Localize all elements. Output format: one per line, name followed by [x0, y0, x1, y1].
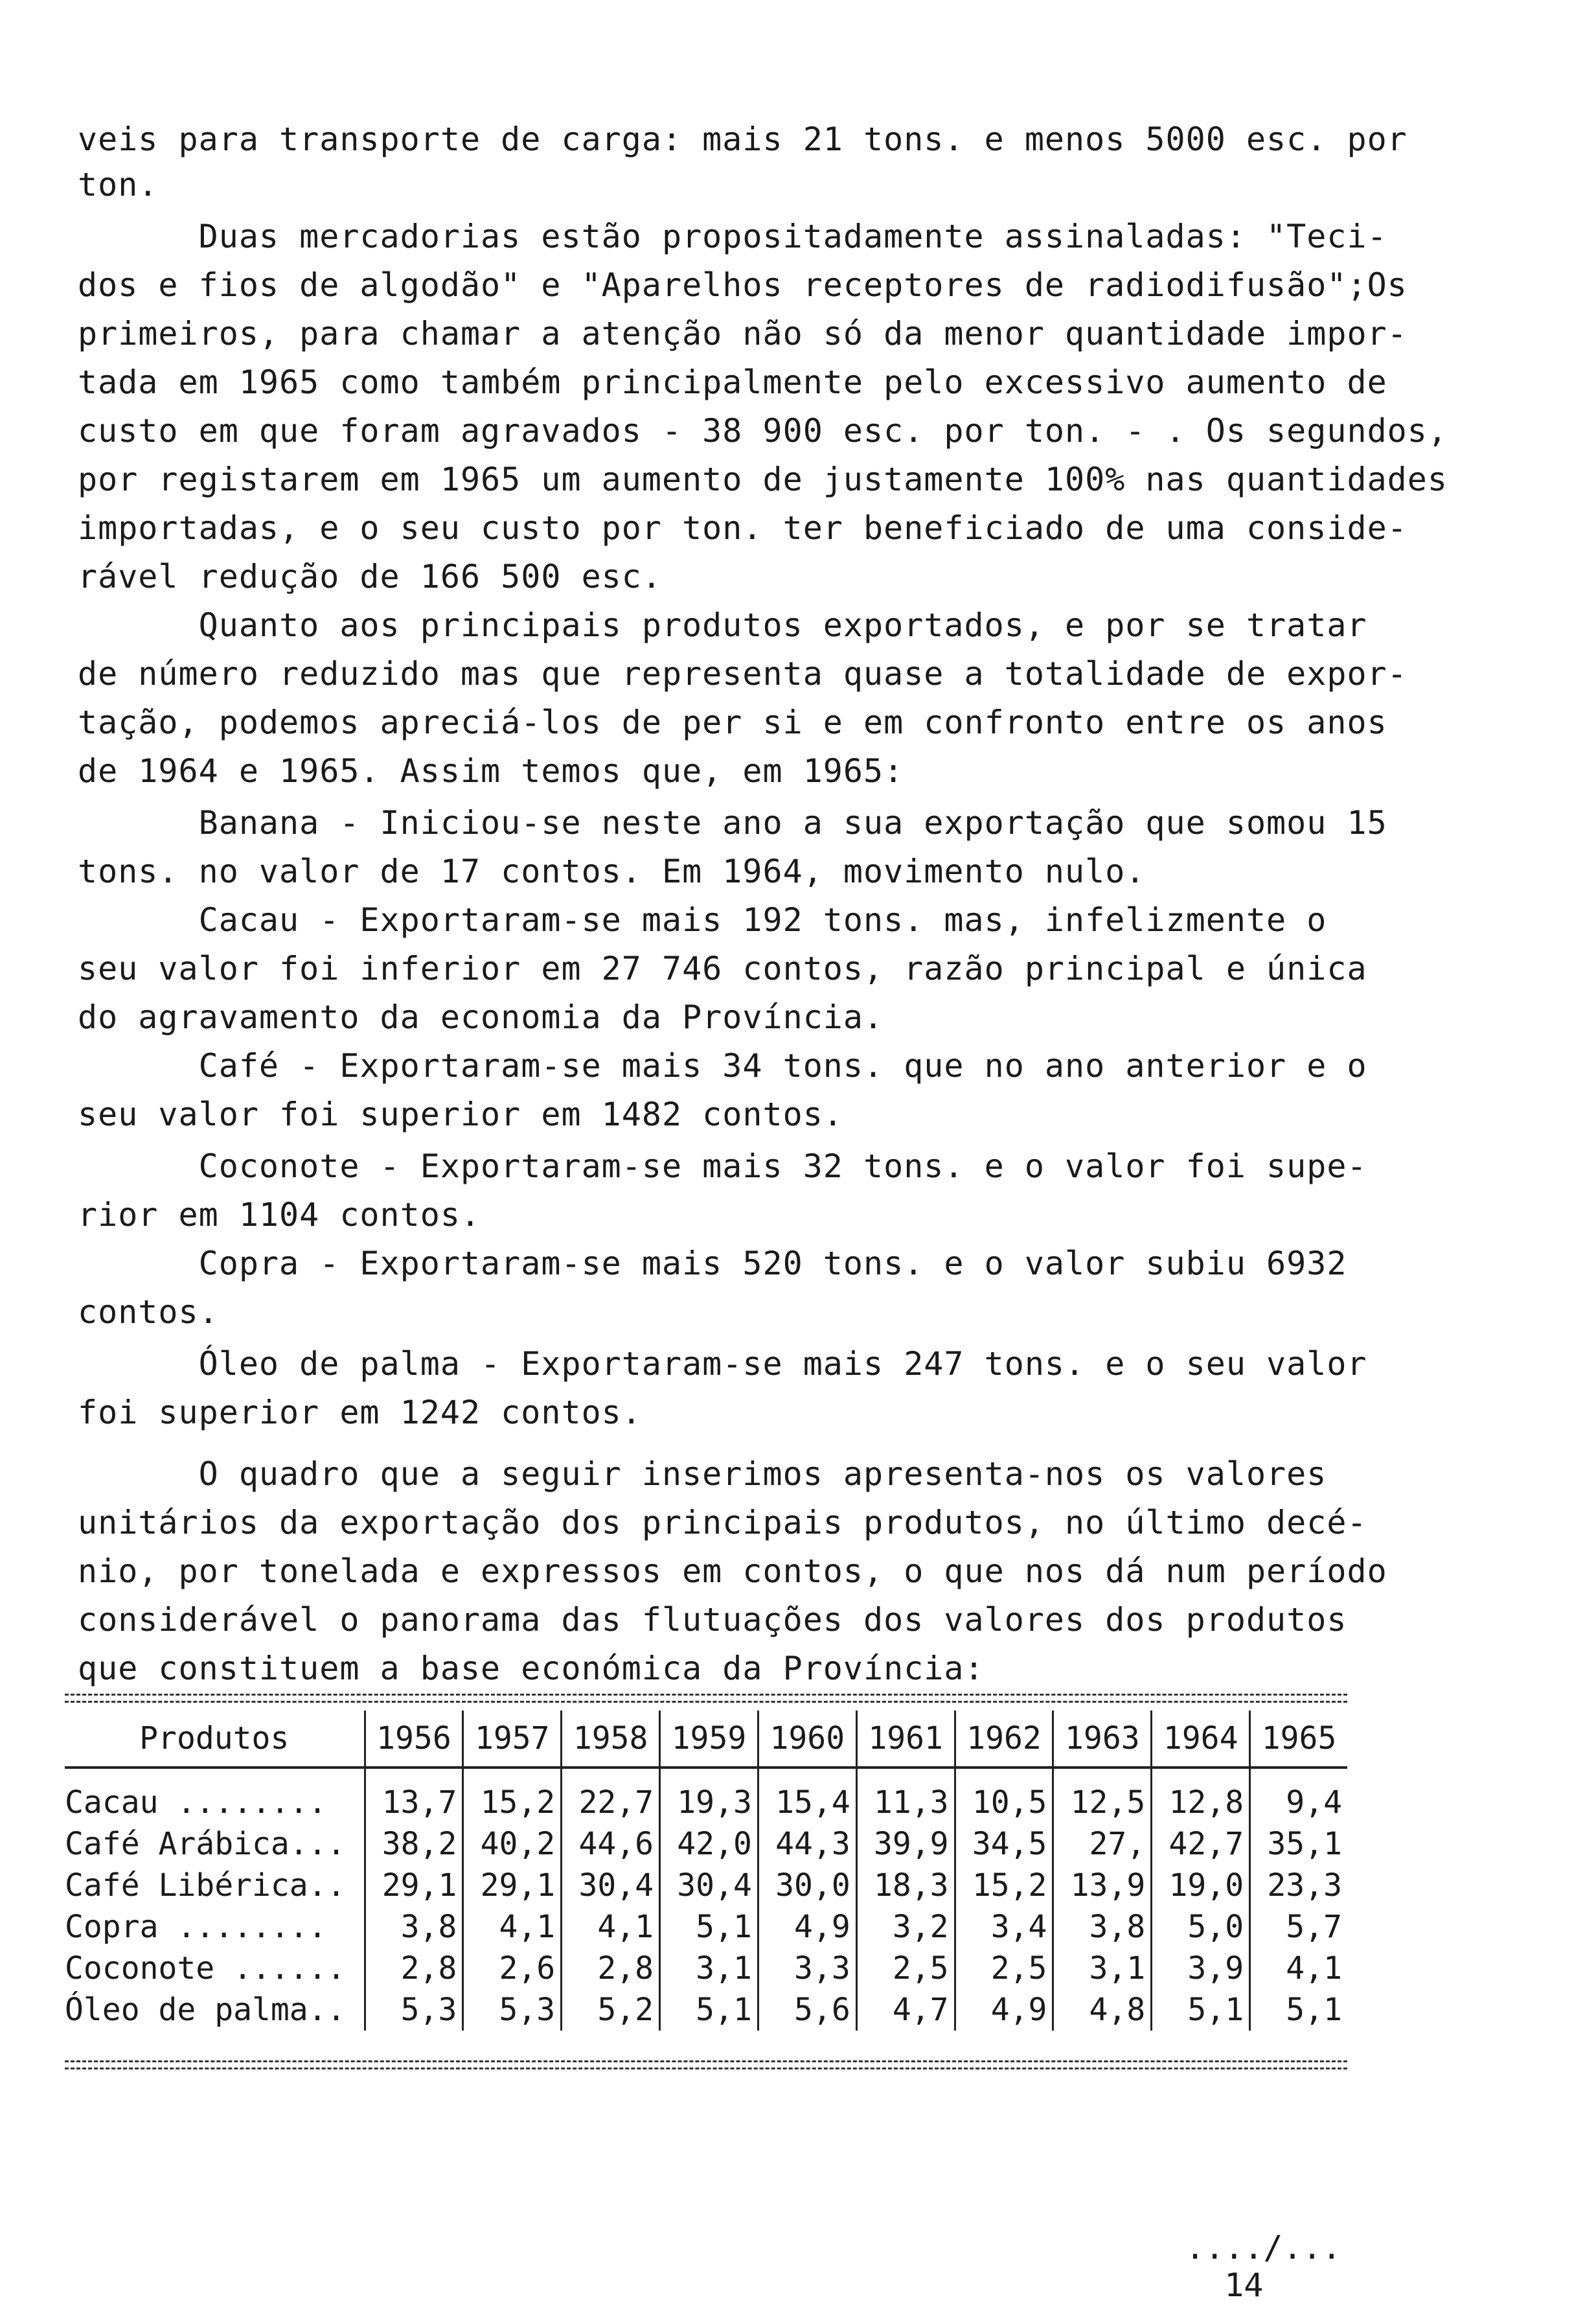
value-cell: 5,1: [660, 1989, 758, 2031]
value-cell: 27,: [1053, 1823, 1152, 1865]
value-cell: 40,2: [463, 1823, 562, 1865]
value-cell: 3,9: [1152, 1948, 1250, 1989]
value-cell: 5,1: [1152, 1989, 1250, 2031]
text-line: do agravamento da economia da Província.: [78, 998, 884, 1036]
text-line: que constituem a base económica da Província:: [78, 1650, 985, 1687]
value-cell: 30,4: [660, 1865, 758, 1906]
text-line: seu valor foi inferior em 27 746 contos, razão principal e única: [78, 950, 1367, 987]
column-header: 1959: [660, 1711, 758, 1768]
page-continuation-marker: ..../... 14: [1185, 2229, 1341, 2304]
product-name-cell: Café Libérica..: [65, 1865, 365, 1906]
product-name-cell: Copra ........: [65, 1906, 365, 1948]
text-line: Copra - Exportaram-se mais 520 tons. e o valor subiu 6932: [78, 1245, 1347, 1282]
value-cell: 13,9: [1053, 1865, 1152, 1906]
text-line: nio, por tonelada e expressos em contos, o que nos dá num período: [78, 1552, 1387, 1590]
value-cell: 15,4: [758, 1768, 856, 1823]
text-line: custo em que foram agravados - 38 900 esc. por ton. - . Os segundos,: [78, 412, 1448, 450]
value-cell: 39,9: [856, 1823, 955, 1865]
value-cell: 12,5: [1053, 1768, 1152, 1823]
value-cell: 35,1: [1267, 1826, 1342, 1862]
text-line: tons. no valor de 17 contos. Em 1964, movimento nulo.: [78, 853, 1146, 890]
table-row: [65, 1865, 1347, 1906]
text-line: de número reduzido mas que representa quase a totalidade de expor-: [78, 655, 1408, 693]
text-line: tada em 1965 como também principalmente pelo excessivo aumento de: [78, 363, 1387, 401]
text-line: dos e fios de algodão" e "Aparelhos receptores de radiodifusão";Os: [78, 266, 1408, 304]
text-line: Cacau - Exportaram-se mais 192 tons. mas, infelizmente o: [78, 901, 1327, 939]
product-name-cell: Café Arábica...: [65, 1823, 365, 1865]
value-cell: 5,1: [1286, 1992, 1342, 2028]
column-header: 1960: [758, 1711, 856, 1768]
value-cell: 11,3: [856, 1768, 955, 1823]
value-cell: 38,2: [365, 1823, 463, 1865]
text-line: unitários da exportação dos principais produtos, no último decé-: [78, 1504, 1367, 1541]
value-cell: 2,8: [365, 1948, 463, 1989]
value-cell: 30,0: [758, 1865, 856, 1906]
value-cell: 13,7: [365, 1768, 463, 1823]
text-line: rior em 1104 contos.: [78, 1196, 481, 1234]
value-cell: 4,8: [1053, 1989, 1152, 2031]
text-line: Óleo de palma - Exportaram-se mais 247 tons. e o seu valor: [78, 1345, 1367, 1383]
text-line: tação, podemos apreciá-los de per si e em confronto entre os anos: [78, 704, 1387, 741]
value-cell: 30,4: [562, 1865, 660, 1906]
text-line: seu valor foi superior em 1482 contos.: [78, 1096, 843, 1133]
value-cell: 5,3: [463, 1989, 562, 2031]
text-line: Coconote - Exportaram-se mais 32 tons. e o valor foi supe-: [78, 1147, 1367, 1185]
value-cell: 22,7: [562, 1768, 660, 1823]
table-row: [65, 1906, 1347, 1948]
value-cell: 2,6: [463, 1948, 562, 1989]
table-row: [65, 1948, 1347, 1989]
table-header-row: [65, 1711, 1347, 1768]
value-cell: 5,2: [562, 1989, 660, 2031]
top-double-rule: [65, 1694, 1347, 1703]
column-header: 1956: [365, 1711, 463, 1768]
value-cell: 5,0: [1152, 1906, 1250, 1948]
text-line: importadas, e o seu custo por ton. ter beneficiado de uma conside-: [78, 509, 1408, 547]
value-cell: 44,3: [758, 1823, 856, 1865]
value-cell: 4,1: [562, 1906, 660, 1948]
table-row: [65, 1768, 1347, 1823]
text-line: ton.: [78, 166, 159, 203]
value-cell: 29,1: [365, 1865, 463, 1906]
value-cell: 3,4: [955, 1906, 1053, 1948]
text-line: Café - Exportaram-se mais 34 tons. que no ano anterior e o: [78, 1047, 1367, 1085]
column-header: Produtos: [65, 1711, 365, 1768]
column-header: 1957: [463, 1711, 562, 1768]
value-cell: 34,5: [955, 1823, 1053, 1865]
bottom-double-rule: [65, 2060, 1347, 2069]
value-cell: 4,1: [463, 1906, 562, 1948]
value-cell: 12,8: [1152, 1768, 1250, 1823]
text-line: de 1964 e 1965. Assim temos que, em 1965:: [78, 752, 904, 790]
value-cell: 42,7: [1152, 1823, 1250, 1865]
value-cell: 3,1: [660, 1948, 758, 1989]
column-header: 1965: [1250, 1711, 1347, 1768]
value-cell: 5,6: [758, 1989, 856, 2031]
value-cell: 5,7: [1286, 1909, 1342, 1945]
text-line: rável redução de 166 500 esc.: [78, 558, 662, 595]
value-cell: 2,5: [856, 1948, 955, 1989]
value-cell: 4,9: [955, 1989, 1053, 2031]
value-cell: 44,6: [562, 1823, 660, 1865]
value-cell: 15,2: [955, 1865, 1053, 1906]
table-row: [65, 1823, 1347, 1865]
column-header: 1963: [1053, 1711, 1152, 1768]
text-line: O quadro que a seguir inserimos apresenta-nos os valores: [78, 1455, 1327, 1493]
value-cell: 2,5: [955, 1948, 1053, 1989]
value-cell: 10,5: [955, 1768, 1053, 1823]
text-line: Duas mercadorias estão propositadamente assinaladas: "Teci-: [78, 218, 1387, 255]
export-values-table: [65, 1711, 1347, 2031]
value-cell: 4,9: [758, 1906, 856, 1948]
value-cell: 3,1: [1053, 1948, 1152, 1989]
text-line: Banana - Iniciou-se neste ano a sua exportação que somou 15: [78, 804, 1387, 842]
table-row: [65, 1989, 1347, 2031]
text-line: foi superior em 1242 contos.: [78, 1394, 642, 1431]
text-line: Quanto aos principais produtos exportados, e por se tratar: [78, 606, 1367, 644]
column-header: 1961: [856, 1711, 955, 1768]
value-cell: 3,3: [758, 1948, 856, 1989]
value-cell: 5,3: [365, 1989, 463, 2031]
value-cell: 3,2: [856, 1906, 955, 1948]
value-cell: 42,0: [660, 1823, 758, 1865]
text-line: contos.: [78, 1293, 219, 1331]
text-line: primeiros, para chamar a atenção não só da menor quantidade impor-: [78, 315, 1408, 352]
product-name-cell: Cacau ........: [65, 1768, 365, 1823]
value-cell: 3,8: [1053, 1906, 1152, 1948]
value-cell: 15,2: [463, 1768, 562, 1823]
value-cell: 3,8: [365, 1906, 463, 1948]
value-cell: 9,4: [1286, 1784, 1342, 1821]
value-cell: 2,8: [562, 1948, 660, 1989]
value-cell: 18,3: [856, 1865, 955, 1906]
value-cell: 4,1: [1286, 1950, 1342, 1987]
product-name-cell: Óleo de palma..: [65, 1989, 365, 2031]
value-cell: 5,1: [660, 1906, 758, 1948]
value-cell: 19,3: [660, 1768, 758, 1823]
text-line: por registarem em 1965 um aumento de justamente 100% nas quantidades: [78, 461, 1448, 498]
column-header: 1962: [955, 1711, 1053, 1768]
value-cell: 4,7: [856, 1989, 955, 2031]
column-header: 1964: [1152, 1711, 1250, 1768]
value-cell: 29,1: [463, 1865, 562, 1906]
text-line: considerável o panorama das flutuações dos valores dos produtos: [78, 1601, 1347, 1639]
value-cell: 19,0: [1152, 1865, 1250, 1906]
column-header: 1958: [562, 1711, 660, 1768]
value-cell: 23,3: [1267, 1867, 1342, 1904]
product-name-cell: Coconote ......: [65, 1948, 365, 1989]
text-line: veis para transporte de carga: mais 21 tons. e menos 5000 esc. por: [78, 121, 1408, 158]
